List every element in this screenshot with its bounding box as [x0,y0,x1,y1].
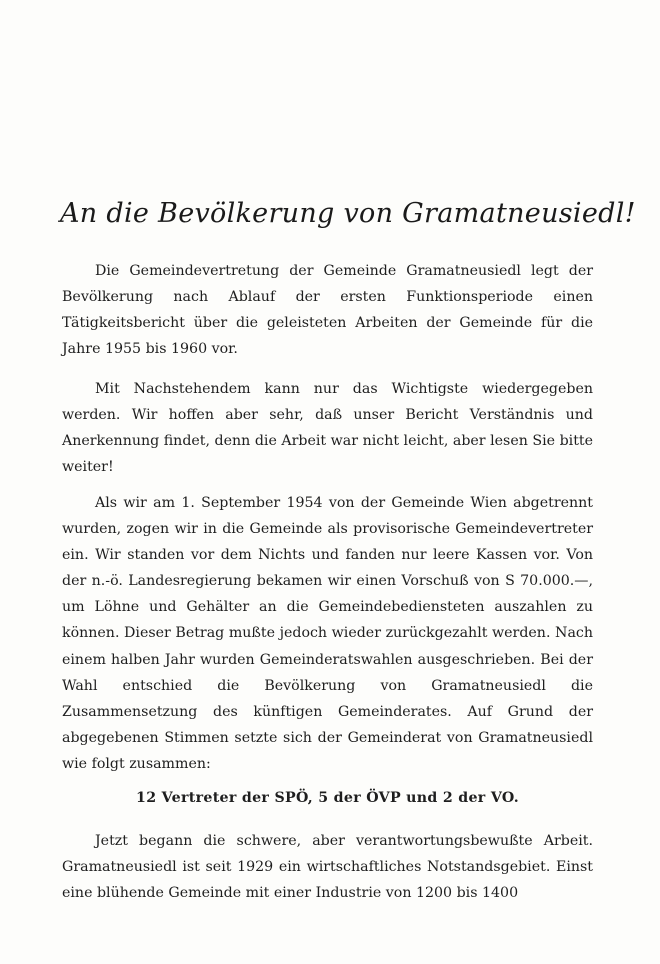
paragraph-history: Als wir am 1. September 1954 von der Gemeinde Wien abgetrennt wurden, zogen wir in die Gemeinde als provisorische Gemeindevertreter ein. Wir standen vor dem Nichts und fanden nur leere Kassen vor. Von der n.-ö. Landesregierung bekamen wir einen Vorschuß von S 70.000.—, um Löhne und Gehälter an die Gemeindebediensteten auszahlen zu können. Dieser Betrag mußte jedoch wieder zurückgezahlt werden. Nach einem halben Jahr wurden Gemeinderatswahlen ausgeschrieben. Bei der Wahl entschied die Bevölkerung von Gramatneusiedl die Zusammensetzung des künftigen Gemeinderates. Auf Grund der abgegebenen Stimmen setzte sich der Gemeinderat von Gramatneusiedl wie folgt zusammen: [62,495,593,772]
paragraph-notice: Mit Nachstehendem kann nur das Wichtigste wiedergegeben werden. Wir hoffen aber sehr, daß unser Bericht Verständnis und Anerkennung findet, denn die Arbeit war nicht leicht, aber lesen Sie bitte weiter! [62,381,593,476]
paragraph-introduction: Die Gemeindevertretung der Gemeinde Gramatneusiedl legt der Bevölkerung nach Ablauf der ersten Funktionsperiode einen Tätigkeitsbericht über die geleisteten Arbeiten der Gemeinde für die Jahre 1955 bis 1960 vor. [62,263,593,358]
page-title: An die Bevölkerung von Gramatneusiedl! [60,198,636,229]
council-composition: 12 Vertreter der SPÖ, 5 der ÖVP und 2 der VO. [136,790,519,806]
paragraph-continuation: Jetzt begann die schwere, aber verantwortungsbewußte Arbeit. Gramatneusiedl ist seit 1929 ein wirtschaftliches Notstandsgebiet. Einst eine blühende Gemeinde mit einer Industrie von 1200 bis 1400 [62,833,593,902]
